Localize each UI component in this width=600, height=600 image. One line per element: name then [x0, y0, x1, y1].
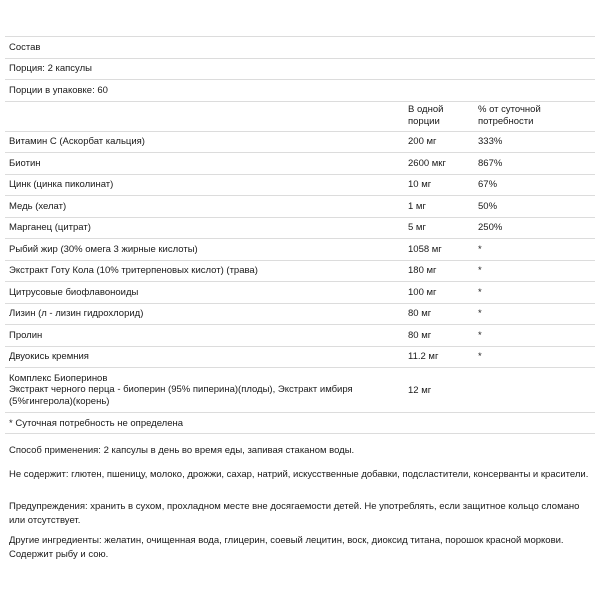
nutrient-dv: * [478, 329, 482, 341]
nutrient-name: Рыбий жир (30% омега 3 жирные кислоты) [9, 243, 198, 255]
nutrient-name: Марганец (цитрат) [9, 222, 91, 234]
nutrient-row [5, 347, 595, 369]
nutrient-amount: 5 мг [408, 222, 426, 234]
servings-per-container: Порции в упаковке: 60 [5, 80, 595, 102]
header-per-serving-line2: порции [408, 116, 440, 127]
supplement-facts-table [5, 36, 595, 434]
nutrient-amount: 10 мг [408, 179, 432, 191]
serving-size: Порция: 2 капсулы [5, 59, 595, 81]
nutrient-name: Пролин [9, 329, 43, 341]
nutrient-dv: * [478, 286, 482, 298]
nutrient-amount: 11.2 мг [408, 351, 439, 363]
nutrient-row [5, 175, 595, 197]
nutrient-dv: 50% [478, 200, 498, 212]
nutrient-amount: 200 мг [408, 136, 437, 148]
not-contains-text: Не содержит: глютен, пшеницу, молоко, дрожжи, сахар, натрий, искусственные добавки, подсластители, консерванты и красители. [9, 469, 589, 480]
nutrient-dv: 867% [478, 157, 503, 169]
nutrient-name: Цинк (цинка пиколинат) [9, 179, 114, 191]
complex-line: Экстракт черного перца - биоперин (95% пиперина)(плоды), Экстракт имбиря [9, 384, 353, 396]
complex-amount: 12 мг [408, 384, 432, 396]
nutrient-amount: 2600 мкг [408, 157, 446, 169]
nutrient-amount: 180 мг [408, 265, 437, 277]
nutrient-dv: 333% [478, 136, 503, 148]
header-daily-value-line1: % от суточной [478, 104, 541, 115]
nutrient-amount: 1 мг [408, 200, 426, 212]
nutrient-row [5, 132, 595, 154]
nutrient-row [5, 153, 595, 175]
nutrient-name: Цитрусовые биофлавоноиды [9, 286, 139, 298]
complex-row [5, 368, 595, 413]
header-per-serving [408, 104, 478, 128]
nutrient-amount: 80 мг [408, 308, 432, 320]
nutrient-dv: 250% [478, 222, 503, 234]
warnings-text: Предупреждения: хранить в сухом, прохладном месте вне досягаемости детей. Не употреблять, если защитное кольцо сломано или отсутствует. [9, 501, 580, 526]
nutrient-name: Витамин С (Аскорбат кальция) [9, 136, 145, 148]
header-daily-value-line2: потребности [478, 116, 534, 127]
nutrient-row [5, 325, 595, 347]
nutrient-row [5, 261, 595, 283]
table-header [5, 102, 595, 132]
nutrient-row [5, 304, 595, 326]
other-ingredients-text: Другие ингредиенты: желатин, очищенная вода, глицерин, соевый лецитин, воск, диоксид титана, порошок красной моркови. Содержит рыбу и сою. [9, 535, 564, 560]
nutrient-row [5, 218, 595, 240]
header-per-serving-line1: В одной [408, 104, 444, 115]
nutrient-amount: 1058 мг [408, 243, 442, 255]
nutrient-name: Биотин [9, 157, 41, 169]
nutrient-name: Медь (хелат) [9, 200, 67, 212]
table-title: Состав [5, 37, 595, 59]
nutrient-name: Лизин (л - лизин гидрохлорид) [9, 308, 144, 320]
complex-name [5, 373, 408, 408]
nutrient-row [5, 239, 595, 261]
footnote: * Суточная потребность не определена [5, 413, 595, 434]
usage-text: Способ применения: 2 капсулы в день во время еды, запивая стаканом воды. [9, 445, 355, 456]
nutrient-dv: * [478, 308, 482, 320]
nutrient-dv: 67% [478, 179, 498, 191]
nutrient-dv: * [478, 243, 482, 255]
nutrient-row [5, 282, 595, 304]
header-daily-value [478, 104, 588, 128]
complex-line: (5%гингерола)(корень) [9, 395, 110, 407]
nutrient-amount: 80 мг [408, 329, 432, 341]
nutrient-row [5, 196, 595, 218]
nutrient-dv: * [478, 265, 482, 277]
nutrient-dv: * [478, 351, 482, 363]
nutrient-name: Экстракт Готу Кола (10% тритерпеновых кислот) (трава) [9, 265, 258, 277]
nutrient-amount: 100 мг [408, 286, 437, 298]
nutrient-name: Двуокись кремния [9, 351, 89, 363]
complex-line: Комплекс Биоперинов [9, 372, 108, 384]
